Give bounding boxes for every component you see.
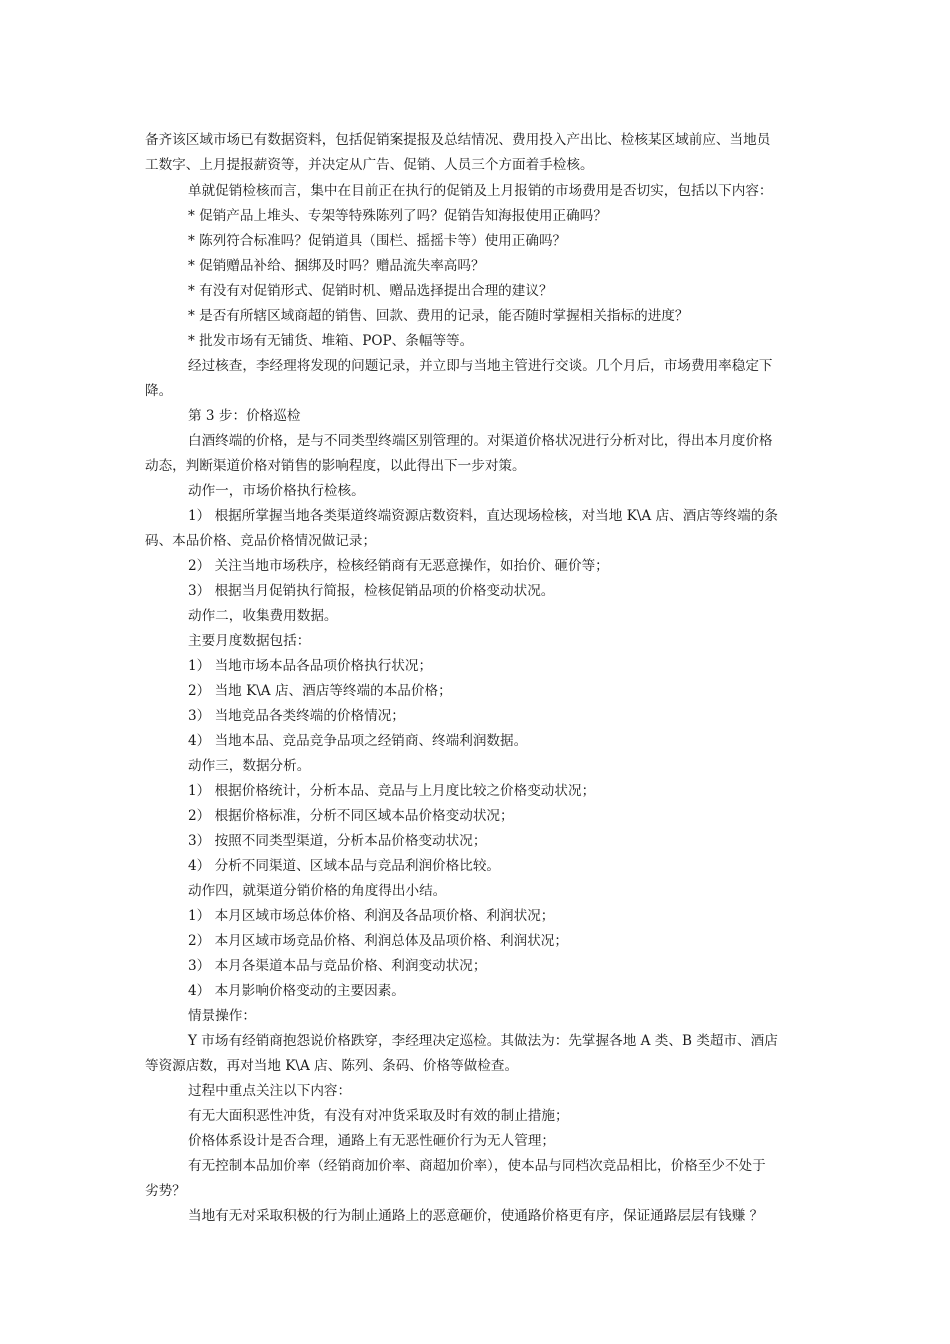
bullet-item: * 有没有对促销形式、促销时机、赠品选择提出合理的建议？: [188, 283, 553, 299]
text-line: 工数字、上月提报薪资等，并决定从广告、促销、人员三个方面着手检核。: [145, 157, 594, 173]
numbered-item: 3） 根据当月促销执行简报，检核促销品项的价格变动状况。: [188, 583, 555, 599]
text-line: 动作四，就渠道分销价格的角度得出小结。: [188, 883, 447, 899]
text-line: 等资源店数，再对当地 K\A 店、陈列、条码、价格等做检查。: [145, 1058, 519, 1074]
text-line: 有无大面积恶性冲货，有没有对冲货采取及时有效的制止措施；: [188, 1108, 569, 1124]
text-line: 动作一，市场价格执行检核。: [188, 483, 365, 499]
text-line: 备齐该区域市场已有数据资料，包括促销案提报及总结情况、费用投入产出比、检核某区域前应、当地员: [145, 132, 771, 148]
text-line: 过程中重点关注以下内容：: [188, 1083, 352, 1099]
numbered-item: 3） 当地竞品各类终端的价格情况；: [188, 708, 405, 724]
text-line: 经过核查，李经理将发现的问题记录，并立即与当地主管进行交谈。几个月后，市场费用率稳定下: [188, 358, 773, 374]
bullet-item: * 是否有所辖区域商超的销售、回款、费用的记录，能否随时掌握相关指标的进度？: [188, 308, 689, 324]
numbered-item: 2） 根据价格标准，分析不同区域本品价格变动状况；: [188, 808, 514, 824]
text-line: 单就促销检核而言，集中在目前正在执行的促销及上月报销的市场费用是否切实，包括以下内容：: [188, 183, 773, 199]
text-line: Y 市场有经销商抱怨说价格跌穿，李经理决定巡检。其做法为：先掌握各地 A 类、B 类超市、酒店: [188, 1033, 778, 1049]
text-line: 情景操作：: [188, 1008, 256, 1024]
numbered-item: 1） 当地市场本品各品项价格执行状况；: [188, 658, 433, 674]
text-line: 价格体系设计是否合理，通路上有无恶性砸价行为无人管理；: [188, 1133, 556, 1149]
text-line: 主要月度数据包括：: [188, 633, 311, 649]
numbered-item: 1） 本月区域市场总体价格、利润及各品项价格、利润状况；: [188, 908, 555, 924]
bullet-item: * 陈列符合标准吗？促销道具（围栏、摇摇卡等）使用正确吗？: [188, 233, 567, 249]
text-line: 降。: [145, 383, 173, 399]
numbered-item: 3） 本月各渠道本品与竞品价格、利润变动状况；: [188, 958, 487, 974]
text-line: 当地有无对采取积极的行为制止通路上的恶意砸价，使通路价格更有序，保证通路层层有钱赚 ？: [188, 1208, 764, 1224]
text-line: 动态，判断渠道价格对销售的影响程度，以此得出下一步对策。: [145, 458, 526, 474]
numbered-item: 1） 根据价格统计，分析本品、竞品与上月度比较之价格变动状况；: [188, 783, 596, 799]
text-line: 动作二，收集费用数据。: [188, 608, 338, 624]
text-line: 有无控制本品加价率（经销商加价率、商超加价率），使本品与同档次竞品相比，价格至少不处于: [188, 1158, 766, 1174]
text-line: 动作三，数据分析。: [188, 758, 311, 774]
numbered-item: 2） 当地 K\A 店、酒店等终端的本品价格；: [188, 683, 452, 699]
numbered-item: 2） 关注当地市场秩序，检核经销商有无恶意操作，如抬价、砸价等；: [188, 558, 609, 574]
bullet-item: * 促销产品上堆头、专架等特殊陈列了吗？促销告知海报使用正确吗？: [188, 208, 607, 224]
numbered-item: 2） 本月区域市场竞品价格、利润总体及品项价格、利润状况；: [188, 933, 568, 949]
numbered-item: 4） 分析不同渠道、区域本品与竞品利润价格比较。: [188, 858, 501, 874]
section-heading: 第 3 步：价格巡检: [188, 408, 301, 424]
text-line: 劣势？: [145, 1183, 186, 1199]
numbered-item: 3） 按照不同类型渠道，分析本品价格变动状况；: [188, 833, 487, 849]
numbered-item: 4） 本月影响价格变动的主要因素。: [188, 983, 405, 999]
bullet-item: * 批发市场有无铺货、堆箱、POP、条幅等等。: [188, 333, 474, 349]
numbered-item: 1） 根据所掌握当地各类渠道终端资源店数资料，直达现场检核，对当地 K\A 店、酒店等终端的条: [188, 508, 778, 524]
text-line: 白酒终端的价格，是与不同类型终端区别管理的。对渠道价格状况进行分析对比，得出本月度价格: [188, 433, 773, 449]
text-line: 码、本品价格、竞品价格情况做记录；: [145, 533, 377, 549]
numbered-item: 4） 当地本品、竞品竞争品项之经销商、终端利润数据。: [188, 733, 528, 749]
bullet-item: * 促销赠品补给、捆绑及时吗？赠品流失率高吗？: [188, 258, 485, 274]
